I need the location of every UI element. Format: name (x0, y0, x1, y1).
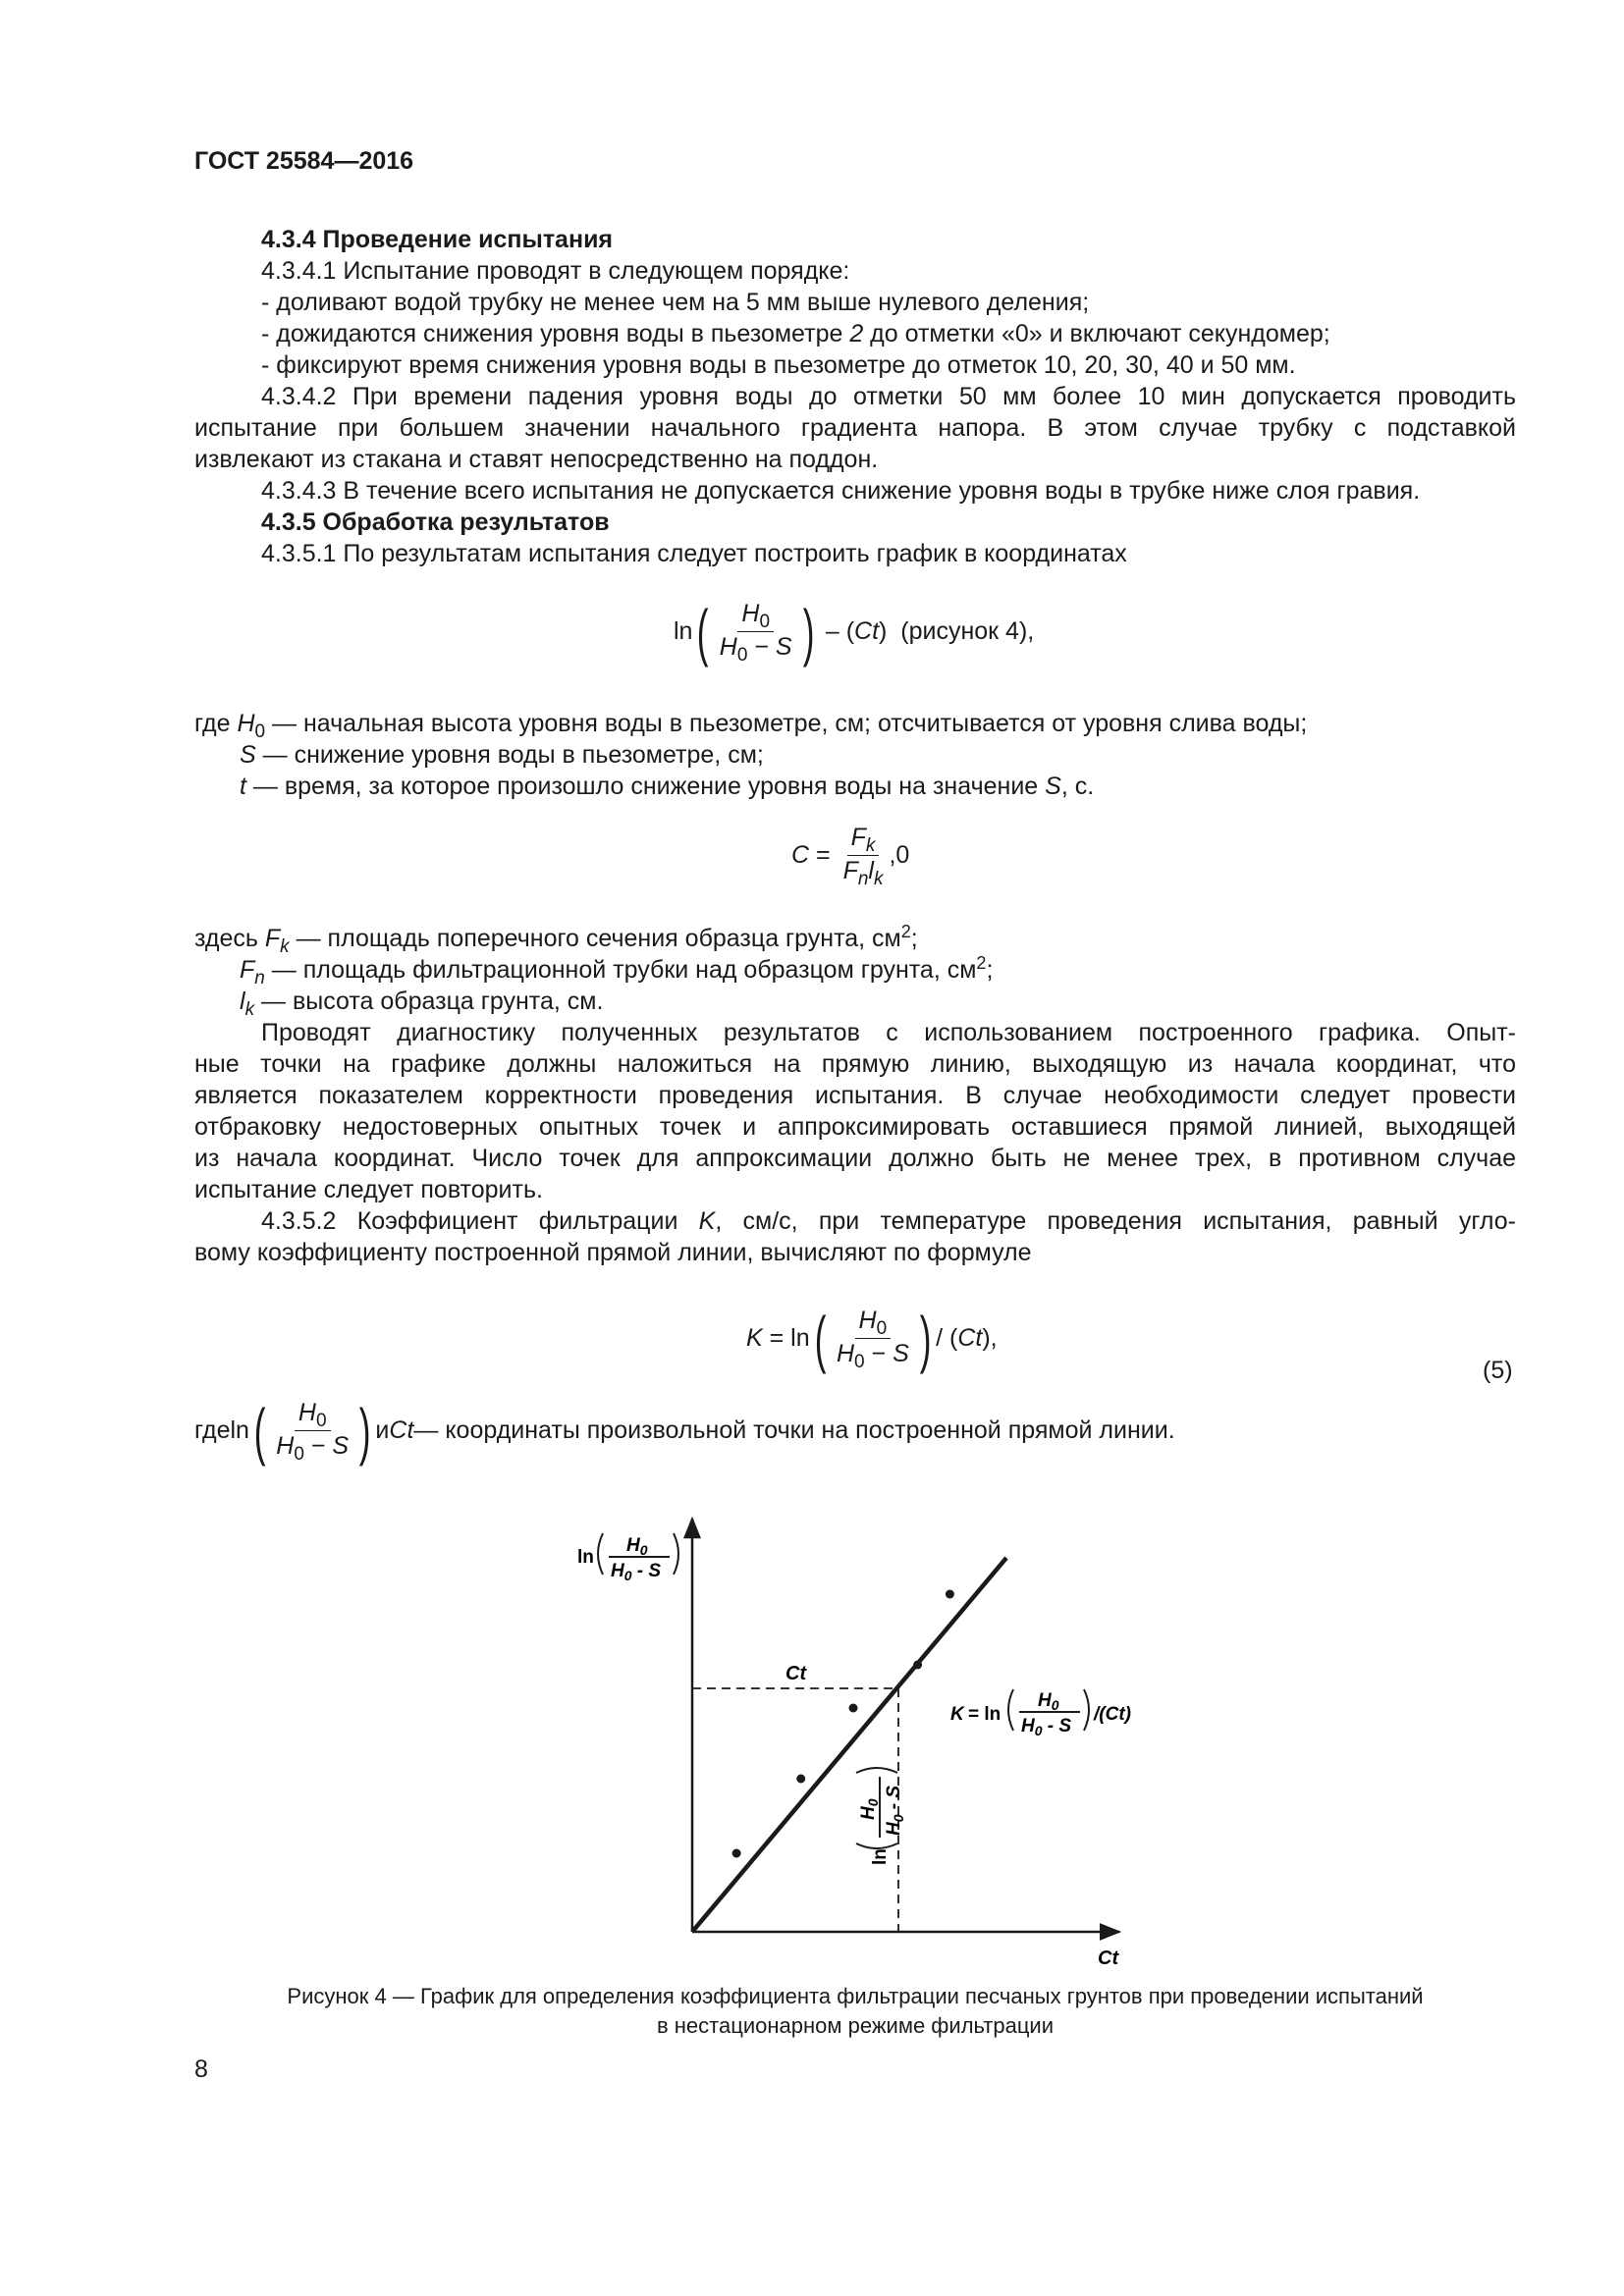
figure-caption: Рисунок 4 — График для определения коэффициента фильтрации песчаных грунтов при проведении испытаний в нестационарном режиме фильтрации (287, 1984, 1424, 2038)
svg-text:H0 - S: $H_0$ - S (611, 1561, 662, 1583)
paragraph-line: ные точки на графике должны наложиться на прямую линию, выходящую из начала координат, что (194, 1050, 1516, 1078)
svg-text:= ln: = ln (968, 1704, 1001, 1725)
paragraph-line: испытание при большем значении начального градиента напора. В этом случае трубку с подставкой (194, 414, 1516, 442)
equation-c: C = $\frac{F_k}{F_nl_k}$ ,0 (791, 824, 910, 889)
paragraph-line: Проводят диагностику полученных результатов с использованием построенного графика. Опыт- (261, 1019, 1516, 1046)
definition-fk: здесь $F_k$ — площадь поперечного сечения образца грунта, $см^2$; (194, 922, 918, 957)
figure-reference: (рисунок 4), (900, 617, 1035, 645)
svg-text:/(Ct): /(Ct) (1094, 1704, 1131, 1725)
document-code: ГОСТ 25584—2016 (194, 147, 414, 175)
definition-h0: где $H_0$ — начальная высота уровня воды в пьезометре, см; отсчитывается от уровня слива воды; (194, 710, 1308, 742)
svg-text:H0: $H_0$ (858, 1798, 881, 1820)
definitions-1 (194, 708, 1516, 802)
section-4-3-4 (194, 224, 1516, 569)
figure-4-chart (560, 1507, 1168, 1968)
segment-label-ct: Ct (785, 1663, 807, 1684)
equation-number: (5) (1483, 1357, 1513, 1384)
equation-coordinates: ln ( $\frac{H_0}{H_0 - S}$ ) – (Ct) (рисунок 4), (674, 596, 1035, 667)
data-point (732, 1849, 741, 1858)
definition-s: S — снижение уровня воды в пьезометре, см; (240, 741, 764, 769)
definition-fn: $F_n$ — площадь фильтрационной трубки над образцом грунта, $см^2$; (240, 953, 994, 988)
list-item: - фиксируют время снижения уровня воды в пьезометре до отметок 10, 20, 30, 40 и 50 мм. (261, 351, 1296, 379)
svg-text:ln: ln (870, 1848, 891, 1865)
paragraph-line: 4.3.4.2 При времени падения уровня воды до отметки 50 мм более 10 мин допускается проводить (261, 383, 1516, 410)
data-points (732, 1590, 954, 1858)
data-point (913, 1661, 922, 1670)
equation-k: K = ln ( $\frac{H_0}{H_0 - S}$ ) / (Ct), (746, 1303, 998, 1374)
paragraph-line: вому коэффициенту построенной прямой линии, вычисляют по формуле (194, 1239, 1032, 1266)
section-title: 4.3.4 Проведение испытания (261, 226, 614, 253)
paragraph-line: испытание следует повторить. (194, 1176, 543, 1203)
page-number: 8 (194, 2056, 208, 2083)
k-formula-label (950, 1689, 1131, 1738)
paragraph: 4.3.4.1 Испытание проводят в следующем порядке: (261, 257, 850, 285)
data-point (946, 1590, 954, 1599)
paragraph-line: извлекают из стакана и ставят непосредственно на поддон. (194, 446, 879, 473)
definition-coordinates: где ln ( $\frac{H_0}{H_0 - S}$ ) и Ct — координаты произвольной точки на построенной прямой линии. (194, 1395, 1175, 1467)
svg-text:ln: ln (577, 1547, 594, 1568)
svg-text:H0 - S: $H_0$ - S (884, 1785, 906, 1836)
paragraph: 4.3.4.3 В течение всего испытания не допускается снижение уровня воды в трубке ниже слоя гравия. (261, 477, 1421, 505)
fit-line (692, 1558, 1006, 1932)
section-title: 4.3.5 Обработка результатов (261, 508, 610, 536)
svg-text:H0: $H_0$ (1038, 1690, 1059, 1713)
definition-t: t — время, за которое произошло снижение уровня воды на значение S, с. (240, 773, 1095, 800)
data-point (849, 1704, 858, 1713)
paragraph-line: из начала координат. Число точек для аппроксимации должно быть не менее трех, в противном случае (194, 1145, 1516, 1172)
paragraph-line: является показателем корректности проведения испытания. В случае необходимости следует провести (194, 1082, 1516, 1109)
list-item: - доливают водой трубку не менее чем на 5 мм выше нулевого деления; (261, 289, 1090, 316)
svg-text:H0: $H_0$ (626, 1535, 648, 1558)
definition-lk: $l_k$ — высота образца грунта, см. (240, 988, 604, 1020)
paragraph: 4.3.5.1 По результатам испытания следует построить график в координатах (261, 540, 1127, 567)
data-point (796, 1775, 805, 1784)
list-item: - дожидаются снижения уровня воды в пьезометре 2 до отметки «0» и включают секундомер; (261, 320, 1330, 347)
y-axis-label (577, 1533, 678, 1583)
x-axis-label: Ct (1098, 1948, 1119, 1968)
paragraph-line: 4.3.5.2 Коэффициент фильтрации K, см/с, при температуре проведения испытания, равный угло- (261, 1207, 1516, 1235)
paragraph-line: отбраковку недостоверных опытных точек и аппроксимировать оставшиеся прямой линией, выходящей (194, 1113, 1516, 1141)
svg-text:K: K (950, 1704, 964, 1725)
svg-text:H0 - S: $H_0$ - S (1021, 1716, 1072, 1738)
definitions-2 (194, 923, 1516, 1268)
